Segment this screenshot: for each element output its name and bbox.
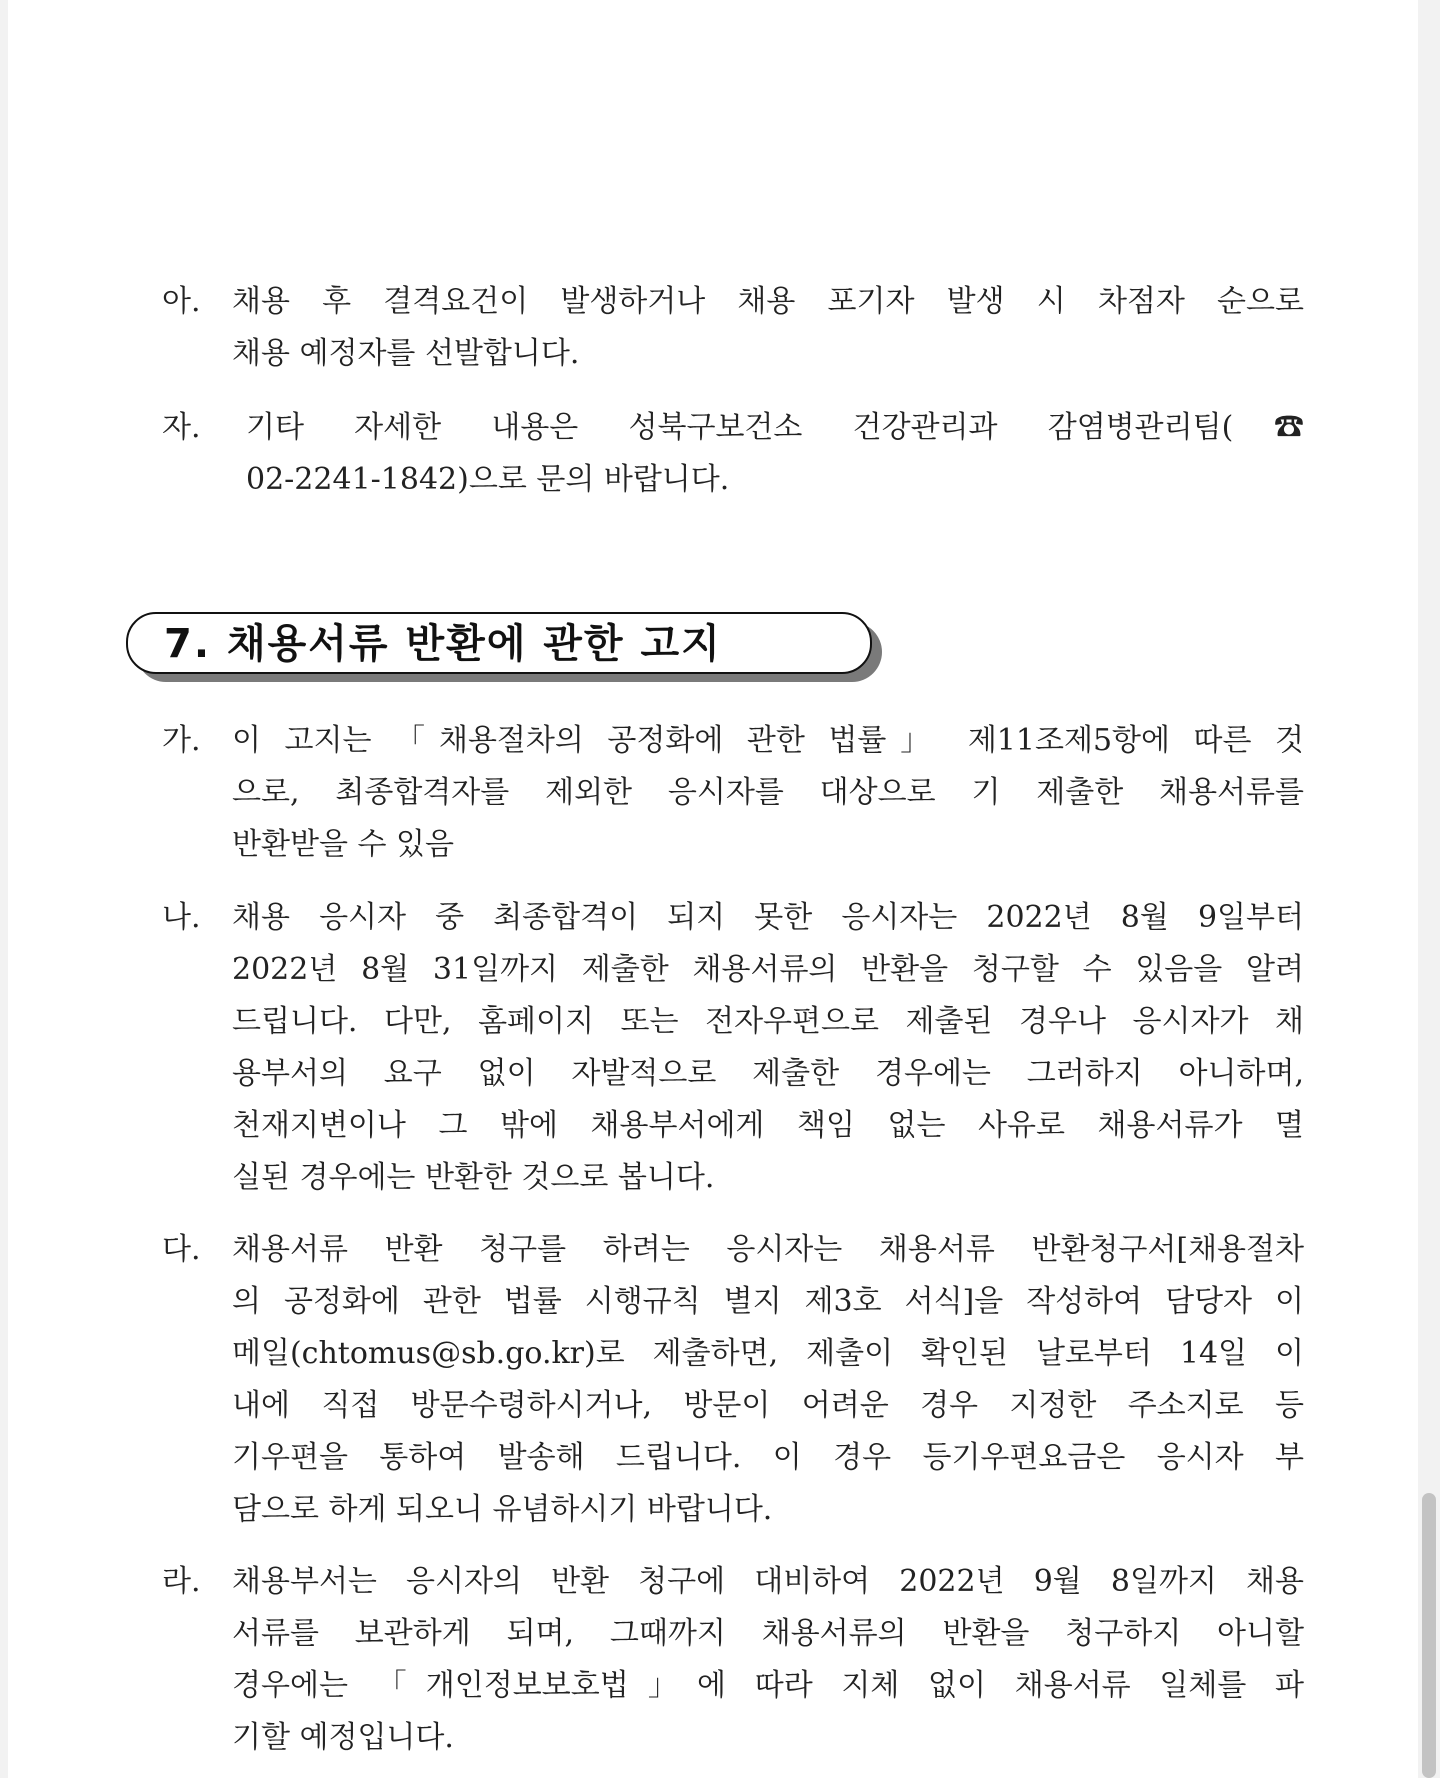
list-item-line: 반환받을 수 있음 — [232, 827, 454, 862]
section-heading: 7. 채용서류 반환에 관한 고지 — [164, 621, 722, 667]
list-item-line: 2022년 8월 31일까지 제출한 채용서류의 반환을 청구할 수 있음을 알려 — [232, 952, 1304, 987]
list-marker: 다. — [162, 1232, 201, 1267]
list-item-line: 의 공정화에 관한 법률 시행규칙 별지 제3호 서식]을 작성하여 담당자 이 — [232, 1284, 1304, 1319]
list-item-line: 실된 경우에는 반환한 것으로 봅니다. — [232, 1160, 715, 1195]
list-item-line: 메일(chtomus@sb.go.kr)로 제출하면, 제출이 확인된 날로부터 14일 이 — [232, 1336, 1304, 1371]
list-item-line: 기타 자세한 내용은 성북구보건소 건강관리과 감염병관리팀(☎ — [246, 410, 1304, 445]
scrollbar-thumb[interactable] — [1422, 1493, 1436, 1778]
list-item-line: 기우편을 통하여 발송해 드립니다. 이 경우 등기우편요금은 응시자 부 — [232, 1440, 1304, 1475]
section-heading-box — [126, 612, 884, 682]
list-item-line: 용부서의 요구 없이 자발적으로 제출한 경우에는 그러하지 아니하며, — [232, 1056, 1304, 1091]
list-item-line: 경우에는 「개인정보보호법」에 따라 지체 없이 채용서류 일체를 파 — [232, 1668, 1304, 1703]
list-marker: 라. — [162, 1564, 201, 1599]
list-item-line: 서류를 보관하게 되며, 그때까지 채용서류의 반환을 청구하지 아니할 — [232, 1616, 1304, 1651]
list-marker: 자. — [162, 410, 201, 445]
list-marker: 가. — [162, 723, 201, 758]
list-item-line: 채용부서는 응시자의 반환 청구에 대비하여 2022년 9월 8일까지 채용 — [232, 1564, 1304, 1599]
document-page — [8, 0, 1418, 1778]
list-item-line: 천재지변이나 그 밖에 채용부서에게 책임 없는 사유로 채용서류가 멸 — [232, 1108, 1304, 1143]
list-item-line: 내에 직접 방문수령하시거나, 방문이 어려운 경우 지정한 주소지로 등 — [232, 1388, 1304, 1423]
list-item-line: 채용 후 결격요건이 발생하거나 채용 포기자 발생 시 차점자 순으로 — [232, 284, 1304, 319]
list-item-line: 채용서류 반환 청구를 하려는 응시자는 채용서류 반환청구서[채용절차 — [232, 1232, 1304, 1267]
list-item-line: 채용 예정자를 선발합니다. — [232, 336, 580, 371]
list-item-line: 02-2241-1842)으로 문의 바랍니다. — [246, 462, 730, 497]
list-item-line: 으로, 최종합격자를 제외한 응시자를 대상으로 기 제출한 채용서류를 — [232, 775, 1304, 810]
section-heading-frame — [126, 612, 872, 674]
vertical-scrollbar[interactable] — [1418, 0, 1440, 1778]
list-item-line: 채용 응시자 중 최종합격이 되지 못한 응시자는 2022년 8월 9일부터 — [232, 900, 1304, 935]
list-marker: 나. — [162, 900, 201, 935]
list-item-line: 기할 예정입니다. — [232, 1720, 454, 1755]
list-item-line: 드립니다. 다만, 홈페이지 또는 전자우편으로 제출된 경우나 응시자가 채 — [232, 1004, 1304, 1039]
list-marker: 아. — [162, 284, 201, 319]
list-item-line: 담으로 하게 되오니 유념하시기 바랍니다. — [232, 1492, 773, 1527]
list-item-line: 이 고지는 「채용절차의 공정화에 관한 법률」 제11조제5항에 따른 것 — [232, 723, 1304, 758]
